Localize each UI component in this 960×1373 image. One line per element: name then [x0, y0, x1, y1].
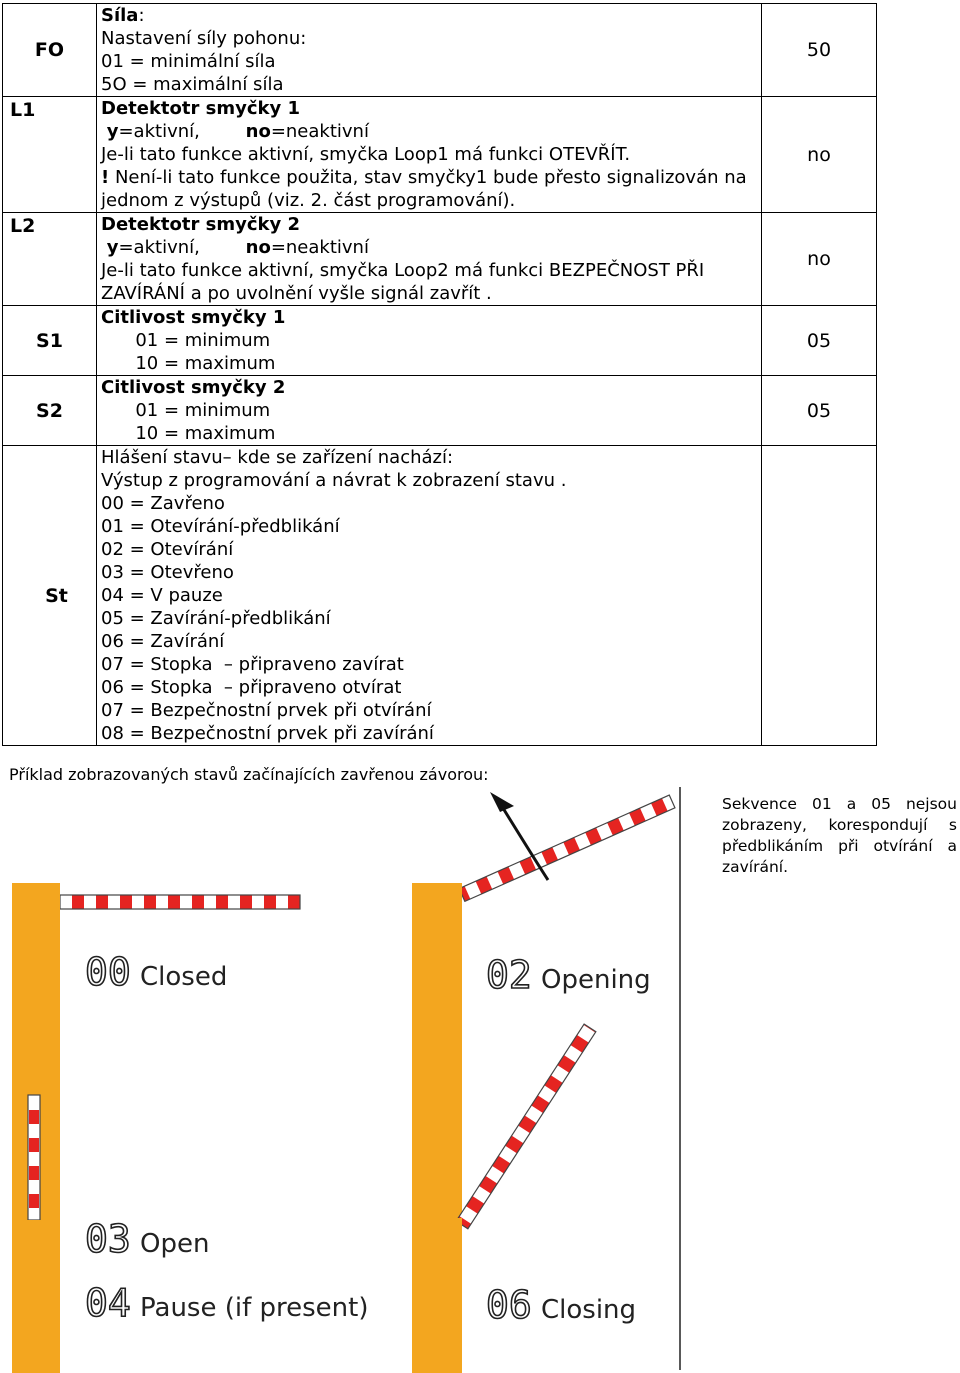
- closed-arm: [60, 895, 300, 909]
- closing-code: 06: [486, 1283, 532, 1327]
- open-code: 03: [85, 1217, 131, 1261]
- pause-label: Pause (if present): [140, 1293, 369, 1323]
- open-post: [12, 1220, 60, 1373]
- desc-line: 01 = Otevírání-předblikání: [101, 516, 340, 537]
- open-label: Open: [140, 1229, 210, 1259]
- desc-line: 01 = minimum: [101, 330, 271, 351]
- desc-line: 07 = Stopka – připraveno zavírat: [101, 654, 404, 675]
- desc-s2: [101, 376, 761, 445]
- desc-line: y=aktivní, no=neaktivní: [106, 237, 369, 258]
- value-l2: no: [807, 248, 831, 270]
- code-s1: S1: [36, 329, 63, 352]
- desc-line: 08 = Bezpečnostní prvek při zavírání: [101, 723, 434, 744]
- opening-arrowhead: [490, 792, 514, 812]
- closing-label: Closing: [541, 1295, 637, 1325]
- parameter-table: [2, 3, 877, 746]
- desc-line: Citlivost smyčky 2: [101, 377, 286, 398]
- sequence-note: Sekvence 01 a 05 nejsou zobrazeny, korespondují s předblikáním při otvírání a zavírání.: [722, 795, 957, 876]
- desc-line: Výstup z programování a návrat k zobrazení stavu .: [101, 470, 567, 491]
- desc-line: ! Není-li tato funkce použita, stav smyčky1 bude přesto signalizován na: [101, 167, 747, 188]
- desc-line: 07 = Bezpečnostní prvek při otvírání: [101, 700, 432, 721]
- open-arm: [28, 1095, 40, 1220]
- desc-line: 10 = maximum: [101, 423, 276, 444]
- desc-line: 06 = Stopka – připraveno otvírat: [101, 677, 402, 698]
- figure-caption: Příklad zobrazovaných stavů začínajících zavřenou závorou:: [9, 765, 489, 784]
- row-st: [3, 446, 877, 746]
- opening-code: 02: [486, 953, 532, 997]
- desc-st: [101, 446, 761, 745]
- value-s1: 05: [806, 329, 832, 352]
- row-fo: [3, 4, 877, 97]
- pause-code: 04: [85, 1281, 131, 1325]
- closed-label: Closed: [140, 962, 228, 992]
- desc-fo: [101, 4, 761, 96]
- desc-line: 01 = minimum: [101, 400, 271, 421]
- row-l1: [3, 97, 877, 213]
- desc-line: 03 = Otevřeno: [101, 562, 234, 583]
- desc-l2: [101, 213, 761, 305]
- desc-line: 10 = maximum: [101, 353, 276, 374]
- desc-line: 04 = V pauze: [101, 585, 223, 606]
- value-l1: no: [807, 143, 831, 166]
- closing-post: [412, 1218, 462, 1373]
- desc-line: Je-li tato funkce aktivní, smyčka Loop1 má funkci OTEVŘÍT.: [101, 144, 631, 165]
- code-st: St: [45, 584, 68, 607]
- desc-line: ZAVÍRÁNÍ a po uvolnění vyšle signál zavřít .: [101, 283, 492, 304]
- desc-line: Hlášení stavu– kde se zařízení nachází:: [101, 447, 454, 468]
- code-s2: S2: [36, 399, 63, 422]
- desc-line: Nastavení síly pohonu:: [101, 28, 307, 49]
- closing-arm: [456, 1024, 596, 1229]
- desc-line: Detektotr smyčky 2: [101, 214, 301, 235]
- opening-label: Opening: [541, 965, 651, 995]
- row-s1: [3, 306, 877, 376]
- desc-line: 00 = Zavřeno: [101, 493, 225, 514]
- desc-line: 05 = Zavírání-předblikání: [101, 608, 331, 629]
- desc-line: 5O = maximální síla: [101, 74, 284, 95]
- code-fo: FO: [34, 39, 65, 61]
- opening-arm: [459, 795, 675, 901]
- desc-line: 01 = minimální síla: [101, 51, 276, 72]
- desc-line: Je-li tato funkce aktivní, smyčka Loop2 má funkci BEZPEČNOST PŘI: [101, 260, 705, 281]
- code-l2: L2: [10, 215, 36, 237]
- barrier-states-figure: [0, 780, 720, 1373]
- desc-line: Detektotr smyčky 1: [101, 98, 301, 119]
- open-barrier-illustration: [12, 1095, 369, 1373]
- desc-line: Síla:: [101, 5, 145, 26]
- row-s2: [3, 376, 877, 446]
- closed-code: 00: [85, 950, 131, 994]
- desc-line: jednom z výstupů (viz. 2. část programování).: [101, 190, 516, 211]
- desc-line: 06 = Zavírání: [101, 631, 225, 652]
- desc-s1: [101, 306, 761, 375]
- desc-l1: [101, 97, 761, 212]
- value-s2: 05: [806, 399, 832, 422]
- desc-line: 02 = Otevírání: [101, 539, 234, 560]
- code-l1: L1: [10, 99, 36, 121]
- value-fo: 50: [806, 39, 832, 61]
- desc-line: y=aktivní, no=neaktivní: [106, 121, 369, 142]
- desc-line: Citlivost smyčky 1: [101, 307, 286, 328]
- row-l2: [3, 213, 877, 306]
